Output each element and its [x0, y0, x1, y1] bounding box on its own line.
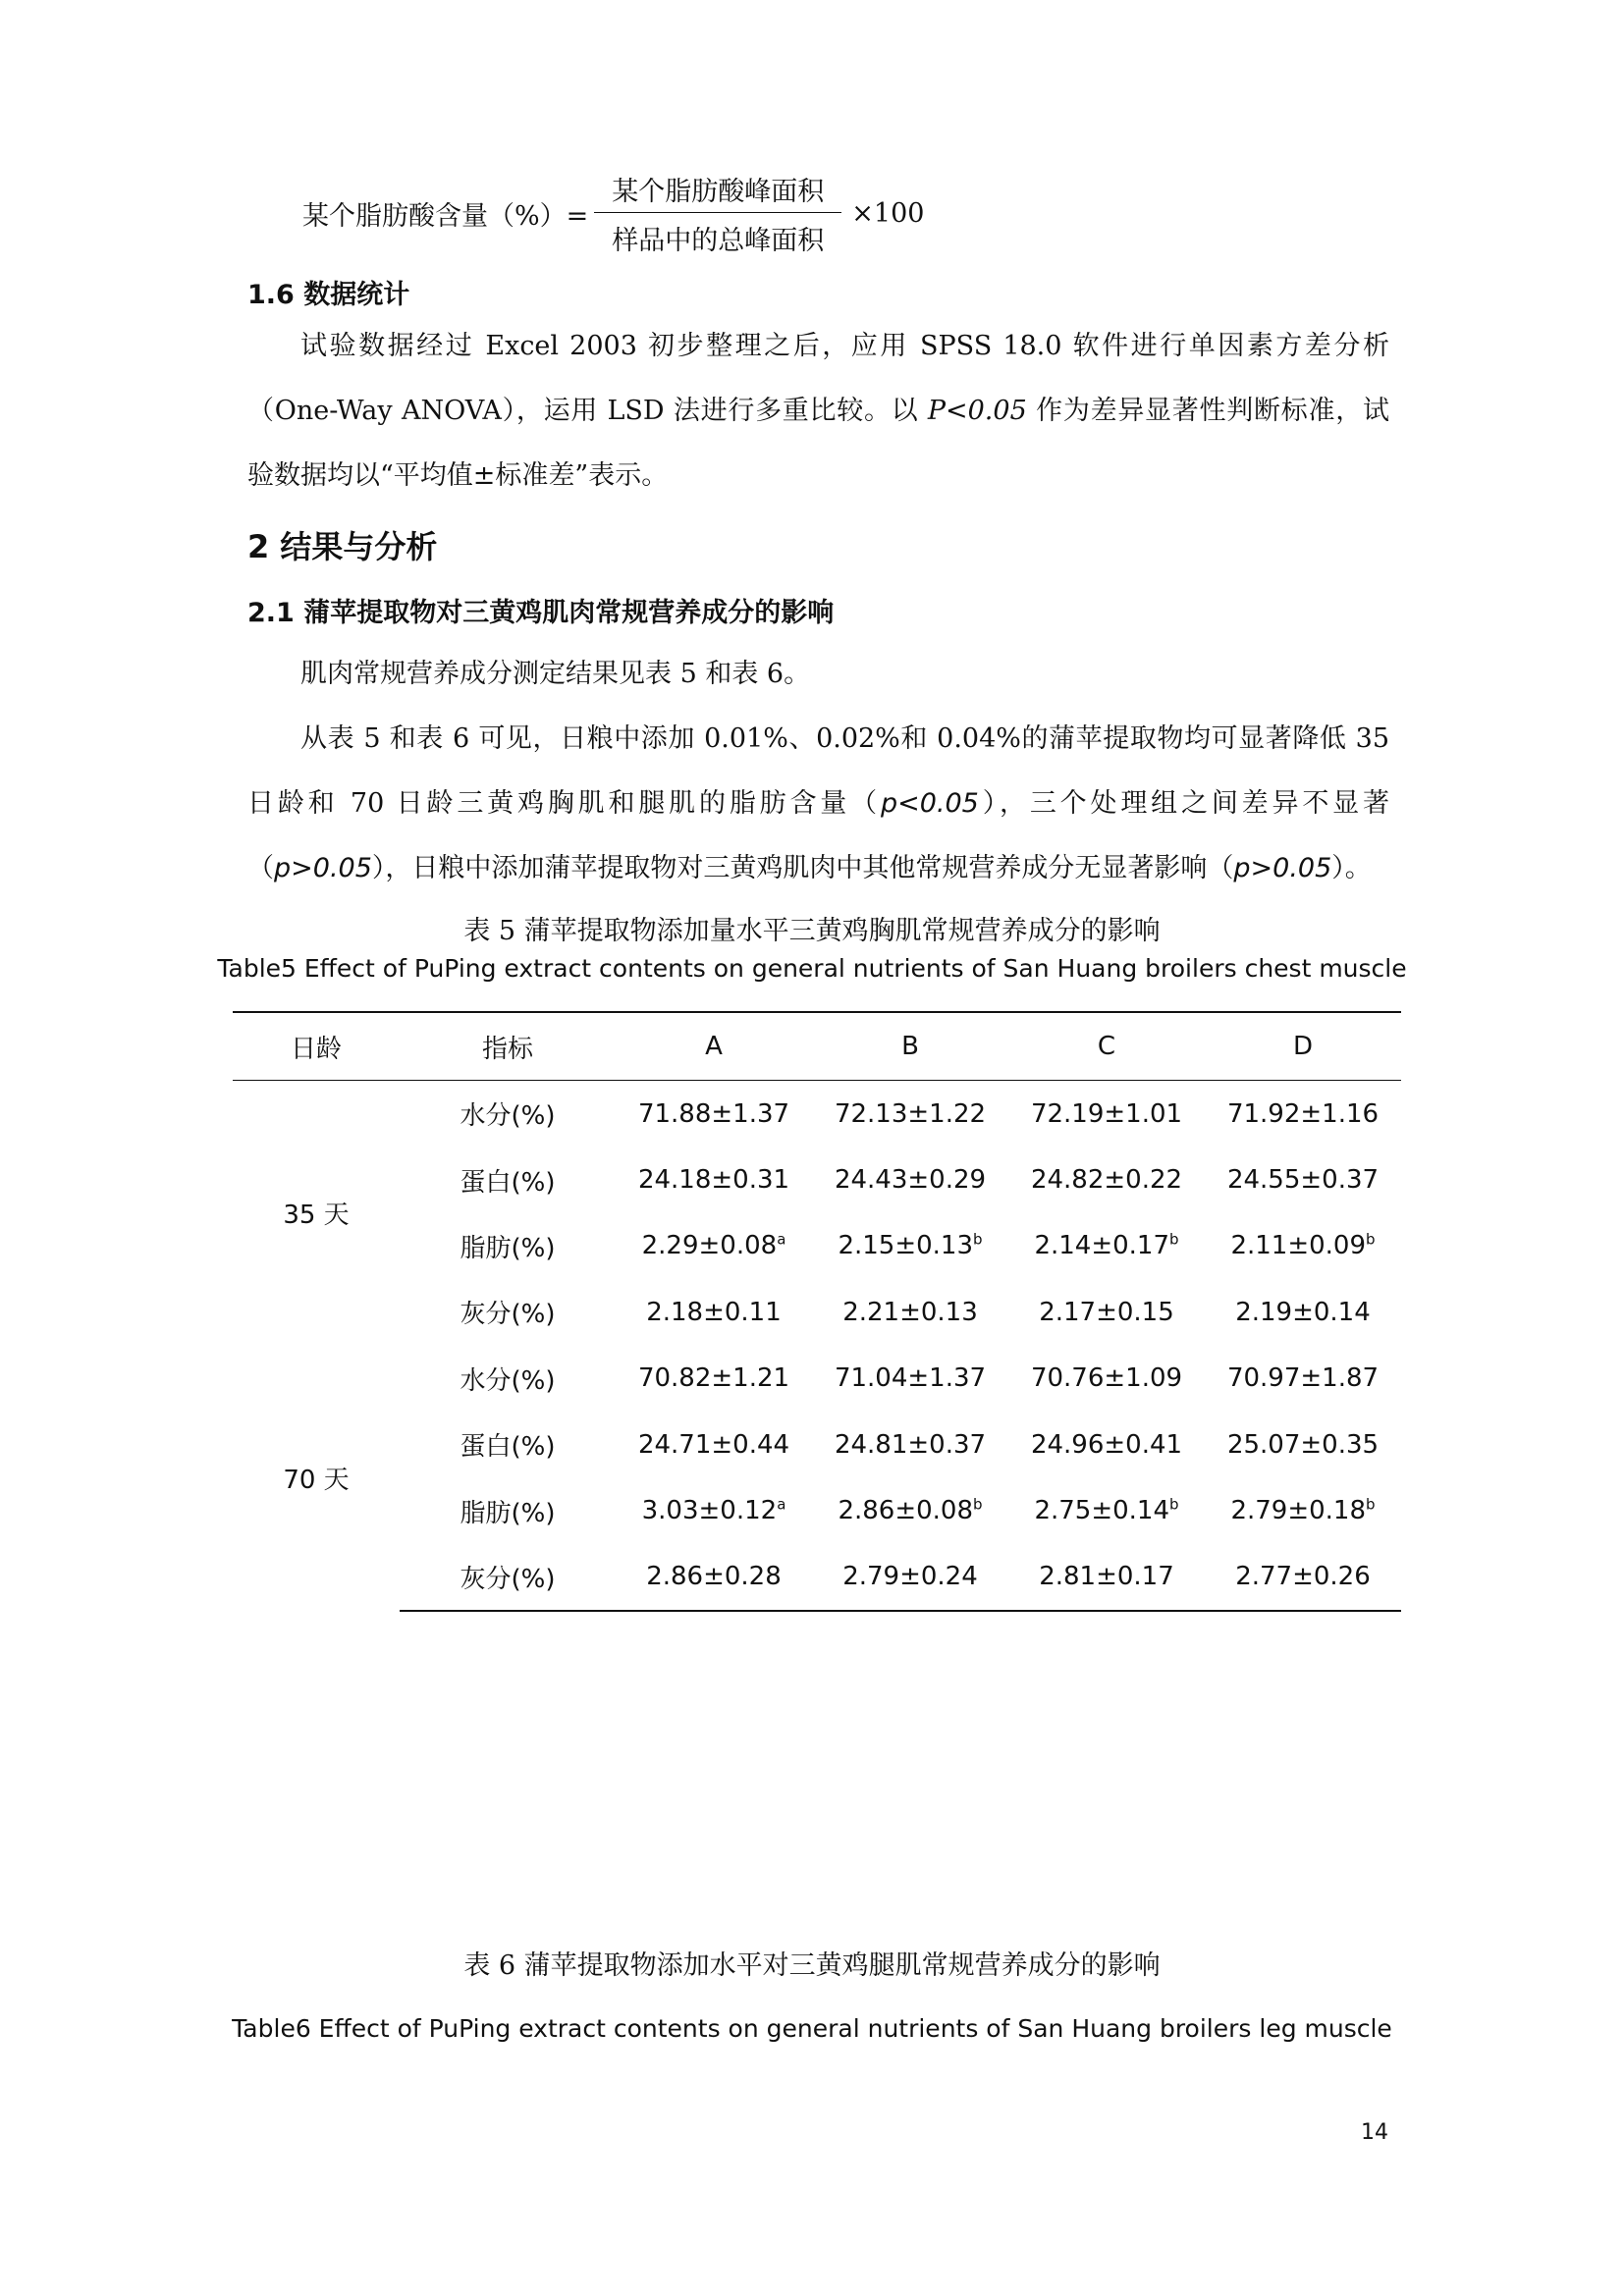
value-text: 2.79±0.24	[842, 1562, 978, 1592]
formula-denominator: 样品中的总峰面积	[612, 225, 825, 256]
indicator-cell: 水分(%)	[460, 1101, 556, 1132]
value-cell	[812, 1279, 1008, 1345]
value-text: 2.86±0.08	[838, 1496, 974, 1526]
value-cell	[1205, 1147, 1401, 1212]
significance-letter: b	[1169, 1495, 1179, 1514]
results-text-2: ），三个处理组之间差异不显著（	[247, 788, 1389, 883]
value-cell	[1205, 1346, 1401, 1412]
formula-numerator: 某个脂肪酸峰面积	[612, 176, 825, 207]
table-row	[233, 1412, 1401, 1477]
value-text: 2.21±0.13	[842, 1297, 978, 1327]
value-text: 25.07±0.35	[1226, 1429, 1380, 1460]
results-text-3: ），日粮中添加蒲苹提取物对三黄鸡肌肉中其他常规营养成分无显著影响（	[371, 853, 1234, 883]
value-text: 24.43±0.29	[834, 1165, 987, 1196]
value-cell	[812, 1544, 1008, 1611]
formula-lhs: 某个脂肪酸含量（%）=	[302, 200, 589, 232]
table-row	[233, 1477, 1401, 1543]
significance-letter: b	[1169, 1230, 1179, 1249]
results-text-4: ）。	[1331, 853, 1372, 883]
table-row	[233, 1346, 1401, 1412]
value-cell	[616, 1544, 812, 1611]
value-cell	[1205, 1412, 1401, 1477]
p-ns-1: p>0.05	[274, 853, 372, 883]
statistics-text-1: 试验数据经过 Excel 2003 初步整理之后，应用 SPSS 18.0 软件进行单因素方差分析（One-Way ANOVA），运用 LSD 法进行多重比较。以	[247, 331, 1389, 426]
statistics-text-2: 作为差异显著性判断标准，试验数据均以“平均值±标准差”表示。	[247, 396, 1389, 491]
value-cell	[1008, 1412, 1205, 1477]
value-cell	[1008, 1544, 1205, 1611]
value-cell	[1008, 1147, 1205, 1212]
heading-1-6: 1.6 数据统计	[247, 280, 410, 310]
significance-letter: b	[1366, 1230, 1376, 1249]
header-indicator: 指标	[400, 1012, 616, 1081]
indicator-cell: 水分(%)	[460, 1365, 556, 1396]
significance-letter: b	[973, 1495, 983, 1514]
header-c: C	[1008, 1012, 1205, 1081]
header-d: D	[1205, 1012, 1401, 1081]
value-text: 2.17±0.15	[1039, 1297, 1174, 1327]
indicator-cell: 脂肪(%)	[460, 1498, 556, 1528]
p-ns-2: p>0.05	[1233, 853, 1332, 883]
indicator-cell: 灰分(%)	[400, 1544, 616, 1611]
value-text: 2.79±0.18	[1230, 1496, 1367, 1526]
value-text: 24.81±0.37	[834, 1429, 987, 1460]
paragraph-statistics	[247, 314, 1389, 508]
value-cell	[812, 1081, 1008, 1148]
value-text: 2.77±0.26	[1235, 1562, 1371, 1592]
value-cell	[1008, 1213, 1205, 1279]
value-text: 72.19±1.01	[1030, 1098, 1183, 1129]
fatty-acid-formula	[302, 169, 924, 257]
header-b: B	[812, 1012, 1008, 1081]
results-text-1: 从表 5 和表 6 可见，日粮中添加 0.01%、0.02%和 0.04%的蒲苹提取物均可显著降低 35 日龄和 70 日龄三黄鸡胸肌和腿肌的脂肪含量（	[247, 723, 1389, 819]
significance-letter: a	[777, 1230, 786, 1249]
value-cell	[1205, 1477, 1401, 1543]
significance-letter: b	[1366, 1495, 1376, 1514]
page-number: 14	[1361, 2120, 1388, 2145]
value-cell	[616, 1147, 812, 1212]
table5	[233, 1011, 1401, 1612]
value-cell	[1008, 1081, 1205, 1148]
value-cell	[1008, 1346, 1205, 1412]
table6-caption-cn: 表 6 蒲苹提取物添加水平对三黄鸡腿肌常规营养成分的影响	[463, 1950, 1161, 1981]
table-row	[233, 1279, 1401, 1345]
p-threshold: P<0.05	[927, 396, 1027, 426]
age-cell: 35 天	[283, 1201, 350, 1231]
value-text: 24.55±0.37	[1226, 1165, 1380, 1196]
indicator-cell: 灰分(%)	[460, 1300, 556, 1330]
formula-multiplier: ×100	[851, 197, 925, 229]
value-cell	[1205, 1544, 1401, 1611]
value-cell	[1205, 1279, 1401, 1345]
value-cell	[616, 1477, 812, 1543]
value-text: 2.15±0.13	[838, 1231, 974, 1261]
header-a: A	[616, 1012, 812, 1081]
age-cell: 70 天	[283, 1466, 350, 1496]
indicator-cell: 蛋白(%)	[460, 1167, 556, 1198]
value-cell	[812, 1412, 1008, 1477]
table5-body	[233, 1081, 1401, 1612]
heading-2: 2 结果与分析	[247, 528, 438, 565]
value-text: 24.82±0.22	[1030, 1165, 1183, 1196]
value-cell	[1008, 1477, 1205, 1543]
table-row	[233, 1544, 1401, 1611]
value-cell	[812, 1213, 1008, 1279]
value-text: 2.18±0.11	[646, 1297, 782, 1327]
value-text: 70.76±1.09	[1030, 1363, 1183, 1394]
table-row	[233, 1081, 1401, 1148]
value-cell	[812, 1346, 1008, 1412]
value-cell	[616, 1279, 812, 1345]
paragraph-intro: 肌肉常规营养成分测定结果见表 5 和表 6。	[300, 659, 811, 689]
value-cell	[616, 1346, 812, 1412]
table6-caption-en: Table6 Effect of PuPing extract contents on general nutrients of San Huang broilers leg muscle	[232, 2014, 1392, 2043]
indicator-cell: 脂肪(%)	[460, 1233, 556, 1263]
value-text: 2.81±0.17	[1039, 1562, 1174, 1592]
significance-letter: b	[973, 1230, 983, 1249]
value-text: 24.71±0.44	[637, 1429, 790, 1460]
p-sig: p<0.05	[880, 788, 979, 819]
formula-fraction	[594, 170, 841, 257]
value-text: 2.11±0.09	[1230, 1231, 1367, 1261]
value-text: 24.96±0.41	[1030, 1429, 1183, 1460]
heading-2-1: 2.1 蒲苹提取物对三黄鸡肌肉常规营养成分的影响	[247, 598, 835, 628]
indicator-cell: 蛋白(%)	[460, 1432, 556, 1463]
value-text: 2.75±0.14	[1034, 1496, 1170, 1526]
significance-letter: a	[777, 1495, 786, 1514]
table5-header-row	[233, 1012, 1401, 1081]
value-text: 2.19±0.14	[1235, 1297, 1371, 1327]
value-text: 3.03±0.12	[641, 1496, 778, 1526]
table-row	[233, 1147, 1401, 1212]
value-text: 70.82±1.21	[637, 1363, 790, 1394]
value-cell	[616, 1081, 812, 1148]
value-text: 24.18±0.31	[637, 1165, 790, 1196]
value-cell	[616, 1213, 812, 1279]
header-age: 日龄	[233, 1012, 400, 1081]
value-text: 72.13±1.22	[834, 1098, 987, 1129]
paragraph-results	[247, 707, 1389, 901]
table-row	[233, 1213, 1401, 1279]
value-text: 2.86±0.28	[646, 1562, 782, 1592]
value-cell	[1205, 1213, 1401, 1279]
value-text: 2.14±0.17	[1034, 1231, 1170, 1261]
value-text: 71.04±1.37	[834, 1363, 987, 1394]
value-text: 70.97±1.87	[1226, 1363, 1380, 1394]
value-cell	[1205, 1081, 1401, 1148]
value-cell	[812, 1477, 1008, 1543]
value-text: 2.29±0.08	[641, 1231, 778, 1261]
value-text: 71.92±1.16	[1226, 1098, 1380, 1129]
value-cell	[812, 1147, 1008, 1212]
value-text: 71.88±1.37	[637, 1098, 790, 1129]
value-cell	[1008, 1279, 1205, 1345]
table5-caption-cn: 表 5 蒲苹提取物添加量水平三黄鸡胸肌常规营养成分的影响	[463, 916, 1161, 946]
table5-caption-en: Table5 Effect of PuPing extract contents on general nutrients of San Huang broilers chest muscle	[217, 954, 1407, 983]
value-cell	[616, 1412, 812, 1477]
